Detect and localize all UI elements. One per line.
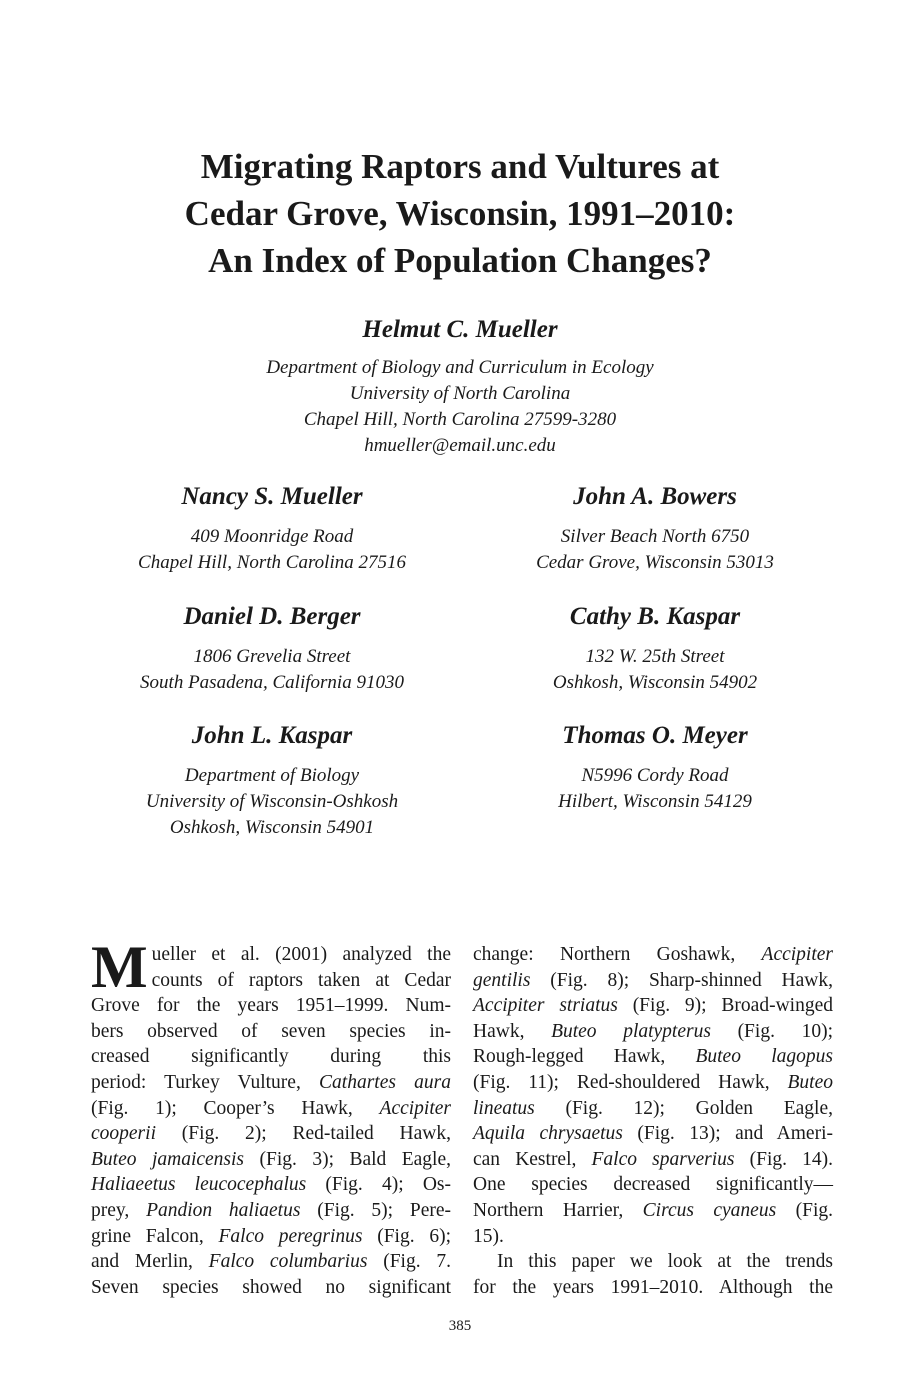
body-line: bers observed of seven species in- bbox=[91, 1020, 451, 1042]
body-line: lineatus (Fig. 12); Golden Eagle, bbox=[473, 1097, 833, 1119]
body-column-left bbox=[91, 934, 452, 1300]
body-line: for the years 1991–2010. Although the bbox=[473, 1276, 833, 1298]
body-line: can Kestrel, Falco sparverius (Fig. 14). bbox=[473, 1148, 833, 1170]
affiliation-line: Department of Biology and Curriculum in Ecology bbox=[266, 357, 654, 378]
affiliation-line: Cedar Grove, Wisconsin 53013 bbox=[536, 552, 774, 573]
body-line: Northern Harrier, Circus cyaneus (Fig. bbox=[473, 1199, 834, 1221]
coauthor bbox=[72, 719, 472, 841]
body-line: change: Northern Goshawk, Accipiter bbox=[473, 944, 833, 965]
affiliation-line: 132 W. 25th Street bbox=[585, 646, 725, 667]
page-number: 385 bbox=[448, 1318, 472, 1334]
author-name: Daniel D. Berger bbox=[183, 603, 361, 630]
body-line: cooperii (Fig. 2); Red-tailed Hawk, bbox=[91, 1123, 451, 1145]
affiliation-line: University of North Carolina bbox=[349, 383, 571, 404]
body-line: creased significantly during this bbox=[91, 1046, 451, 1068]
affiliation-line: N5996 Cordy Road bbox=[581, 765, 729, 786]
author-name: John L. Kaspar bbox=[191, 722, 353, 749]
author-affiliation bbox=[455, 644, 855, 696]
body-line: Accipiter striatus (Fig. 9); Broad-winged bbox=[473, 995, 833, 1017]
body-line: and Merlin, Falco columbarius (Fig. 7. bbox=[91, 1251, 452, 1273]
author-email: hmueller@email.unc.edu bbox=[364, 435, 556, 456]
author-affiliation bbox=[160, 355, 760, 459]
affiliation-line: Department of Biology bbox=[184, 765, 360, 786]
body-line: ueller et al. (2001) analyzed the bbox=[151, 944, 451, 965]
title-line: Cedar Grove, Wisconsin, 1991–2010: bbox=[184, 194, 736, 233]
author-name: John A. Bowers bbox=[573, 483, 737, 510]
lead-author bbox=[160, 313, 760, 459]
title-line: Migrating Raptors and Vultures at bbox=[200, 147, 720, 186]
affiliation-line: South Pasadena, California 91030 bbox=[140, 672, 404, 693]
coauthor bbox=[72, 480, 472, 576]
body-line: (Fig. 11); Red-shouldered Hawk, Buteo bbox=[473, 1071, 833, 1093]
affiliation-line: Chapel Hill, North Carolina 27516 bbox=[138, 552, 406, 573]
body-line: Rough-legged Hawk, Buteo lagopus bbox=[473, 1046, 833, 1068]
body-line: grine Falcon, Falco peregrinus (Fig. 6); bbox=[91, 1225, 451, 1247]
body-line: gentilis (Fig. 8); Sharp-shinned Hawk, bbox=[473, 969, 833, 991]
affiliation-line: Chapel Hill, North Carolina 27599-3280 bbox=[303, 409, 617, 430]
author-name: Cathy B. Kaspar bbox=[569, 603, 741, 630]
affiliation-line: 1806 Grevelia Street bbox=[193, 646, 351, 667]
body-line: Hawk, Buteo platypterus (Fig. 10); bbox=[473, 1020, 833, 1042]
body-line: prey, Pandion haliaetus (Fig. 5); Pere- bbox=[91, 1199, 452, 1221]
body-line: counts of raptors taken at Cedar bbox=[151, 969, 451, 991]
affiliation-line: 409 Moonridge Road bbox=[190, 526, 354, 547]
affiliation-line: Hilbert, Wisconsin 54129 bbox=[558, 791, 752, 812]
affiliation-line: University of Wisconsin-Oshkosh bbox=[145, 791, 399, 812]
body-line: Buteo jamaicensis (Fig. 3); Bald Eagle, bbox=[91, 1148, 452, 1170]
title-line: An Index of Population Changes? bbox=[208, 241, 712, 280]
body-line: One species decreased significantly— bbox=[473, 1174, 833, 1196]
body-line: In this paper we look at the trends bbox=[497, 1251, 833, 1273]
affiliation-line: Oshkosh, Wisconsin 54902 bbox=[552, 672, 758, 693]
body-line: 15). bbox=[473, 1225, 504, 1247]
coauthor bbox=[455, 719, 855, 815]
body-line: (Fig. 1); Cooper’s Hawk, Accipiter bbox=[91, 1097, 451, 1119]
coauthor bbox=[72, 600, 472, 696]
author-affiliation bbox=[455, 763, 855, 815]
body-line: Grove for the years 1951–1999. Num- bbox=[91, 995, 451, 1017]
affiliation-line: Silver Beach North 6750 bbox=[560, 526, 750, 547]
author-name: Thomas O. Meyer bbox=[562, 722, 748, 749]
coauthor bbox=[455, 600, 855, 696]
drop-cap: M bbox=[91, 934, 148, 1000]
article-title bbox=[60, 143, 860, 284]
body-line: Aquila chrysaetus (Fig. 13); and Ameri- bbox=[473, 1123, 833, 1145]
body-line: Seven species showed no significant bbox=[91, 1276, 451, 1298]
author-affiliation bbox=[455, 524, 855, 576]
coauthor bbox=[455, 480, 855, 576]
body-line: period: Turkey Vulture, Cathartes aura bbox=[91, 1071, 451, 1093]
body-line: Haliaeetus leucocephalus (Fig. 4); Os- bbox=[91, 1174, 451, 1196]
affiliation-line: Oshkosh, Wisconsin 54901 bbox=[169, 817, 375, 838]
author-affiliation bbox=[72, 524, 472, 576]
author-name: Helmut C. Mueller bbox=[362, 316, 558, 343]
body-column-right bbox=[473, 942, 833, 1300]
author-affiliation bbox=[72, 644, 472, 696]
author-name: Nancy S. Mueller bbox=[181, 483, 363, 510]
author-affiliation bbox=[72, 763, 472, 841]
